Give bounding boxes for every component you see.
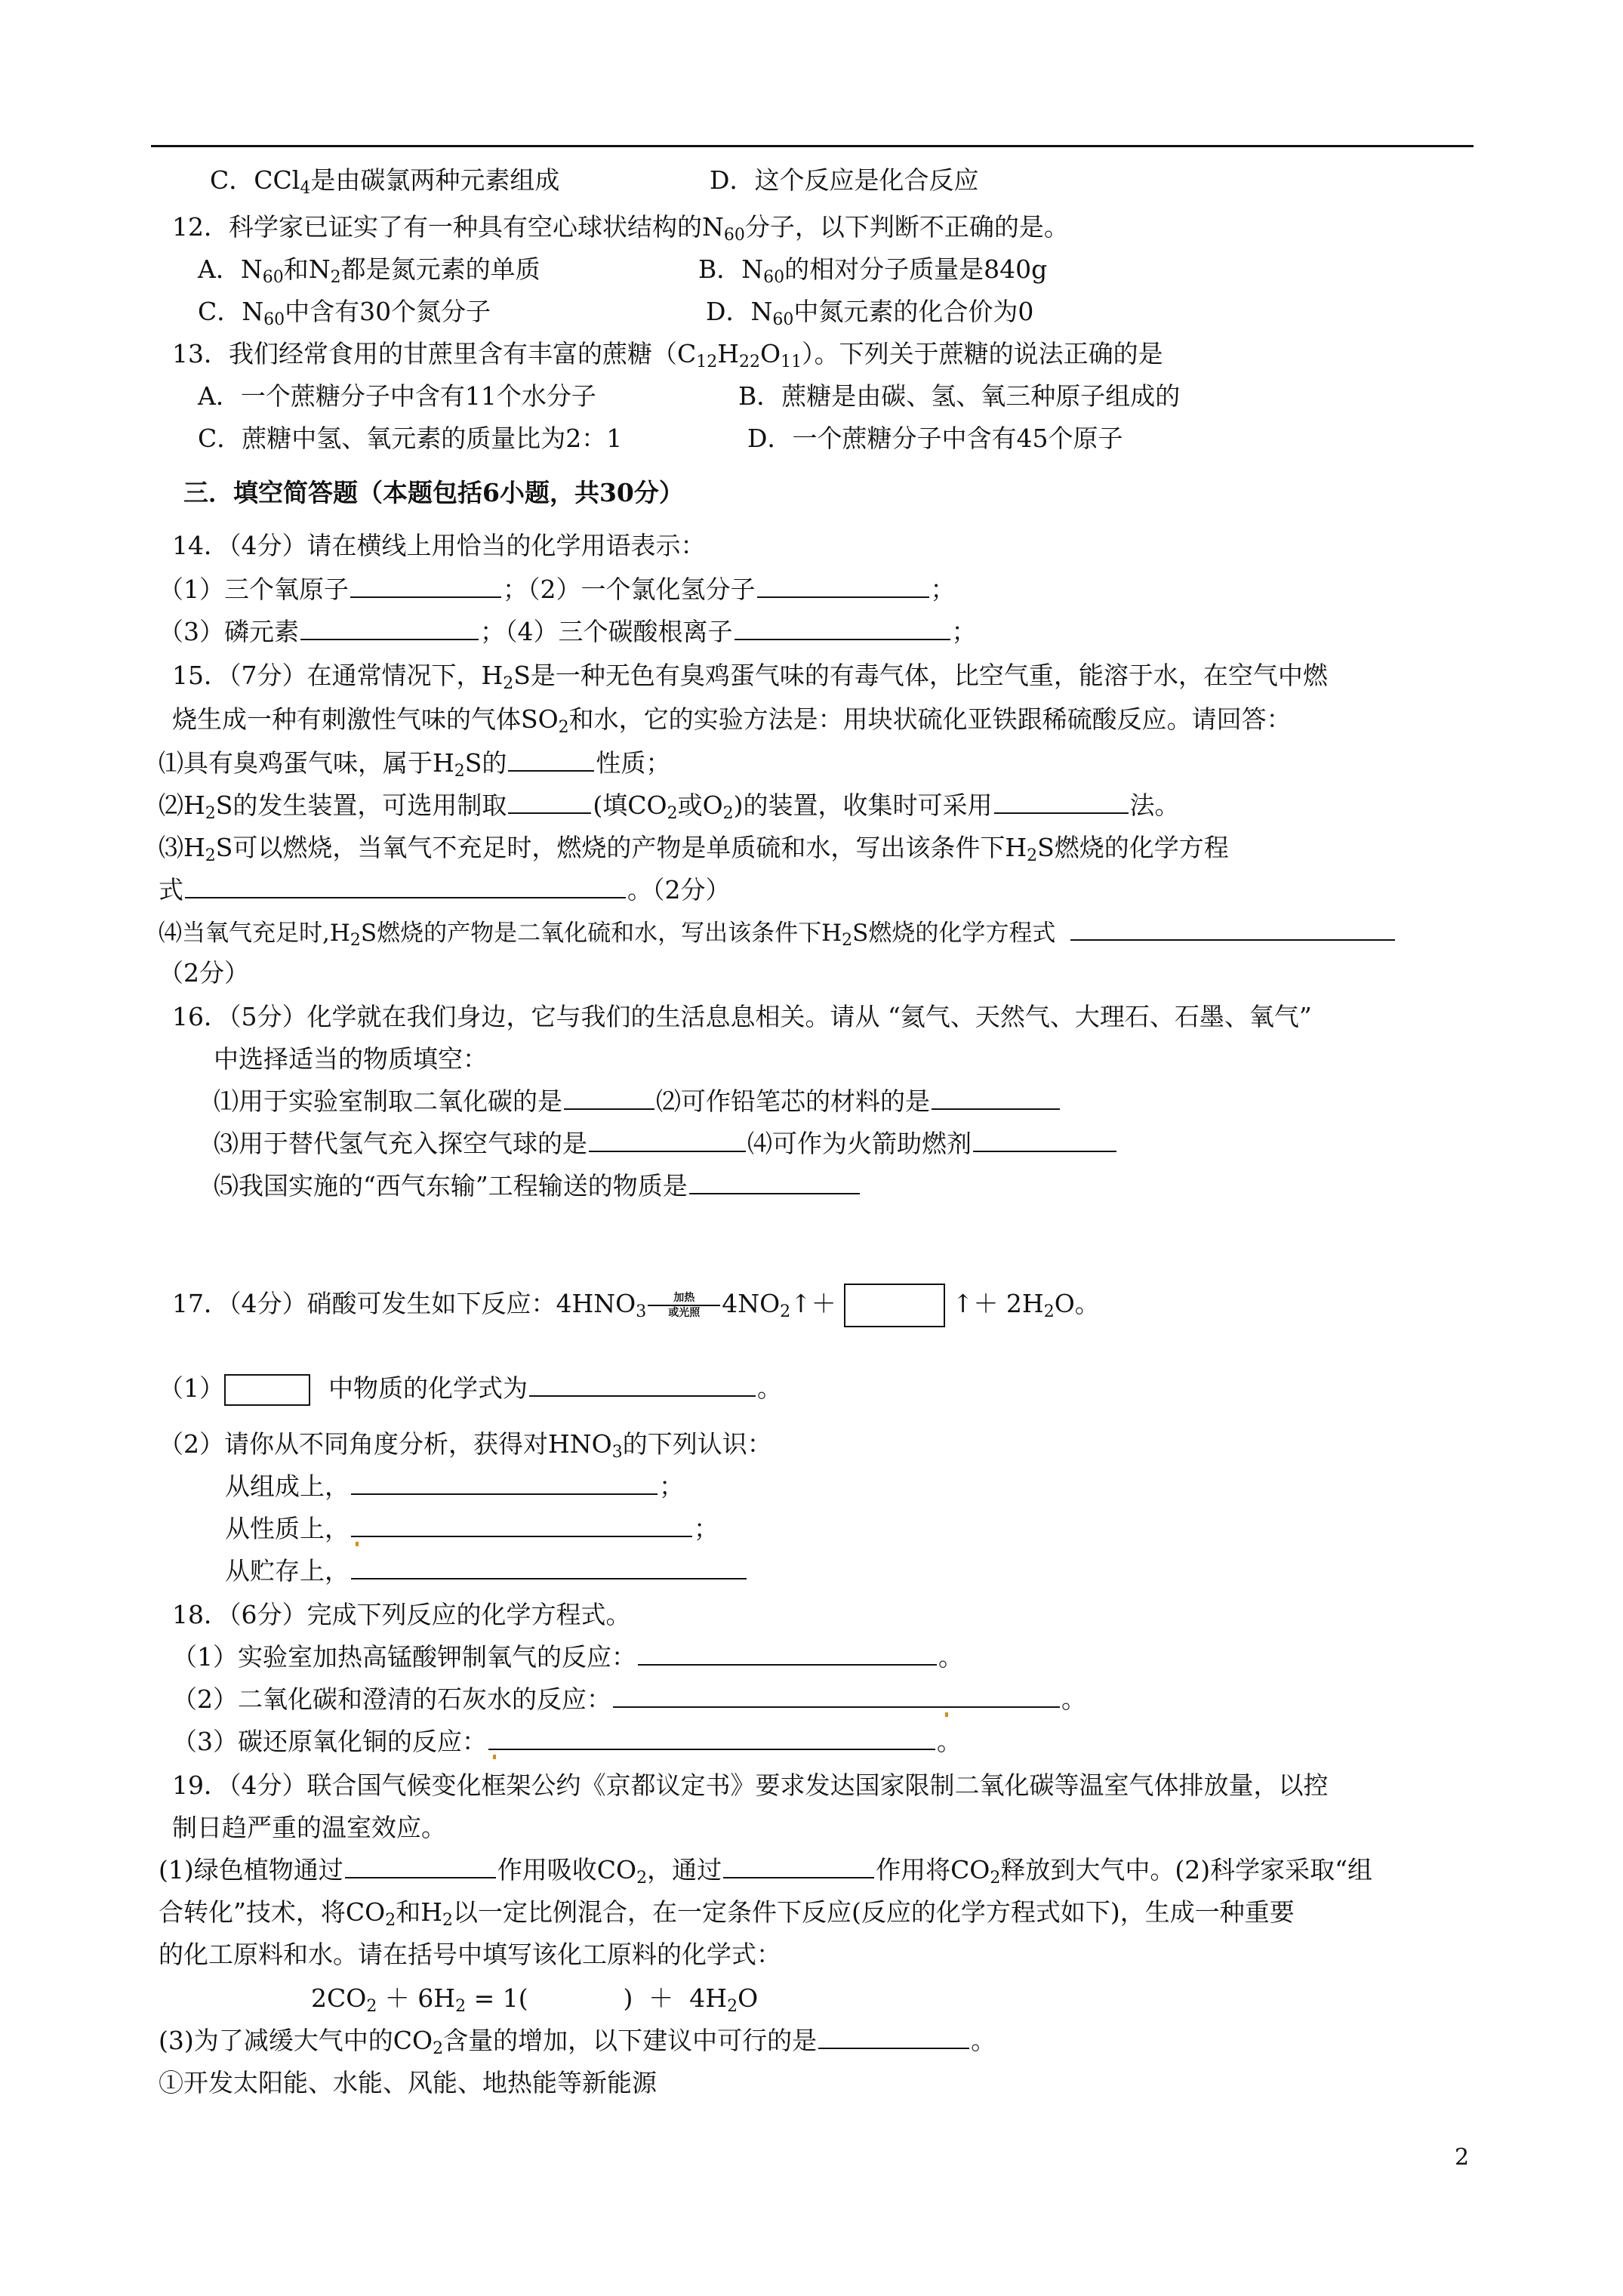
q12-option-d: D．$N_{60}$中氮元素的化合价为0 (706, 297, 1034, 329)
q17-composition: 从组成上， ； (225, 1469, 684, 1504)
q18-part-2: （2）二氧化碳和澄清的石灰水的反应： 。 (172, 1682, 1086, 1717)
q15-part-4: ⑷当氧气充足时$,H_2S$燃烧的产物是二氧化硫和水，写出该条件下$H_2S$燃烧的化学方程式 (159, 915, 1397, 951)
unknown-product-box-small (224, 1374, 310, 1406)
q15-part-1: ⑴具有臭鸡蛋气味，属于$H_2S$的 性质； (159, 746, 670, 781)
page-number: 2 (1455, 2144, 1470, 2171)
q16-stem-2: 中选择适当的物质填空： (214, 1044, 488, 1074)
section-3-heading: 三．填空简答题（本题包括6小题，共30分） (183, 478, 684, 507)
q15-part-4-score: （2分） (159, 958, 249, 988)
q17-storage: 从贮存上， (225, 1554, 748, 1589)
q13-option-a: A．一个蔗糖分子中含有11个水分子 (198, 381, 596, 411)
q14-stem: 14．（4分）请在横线上用恰当的化学用语表示： (172, 531, 706, 560)
q13-option-d: D．一个蔗糖分子中含有45个原子 (747, 424, 1123, 453)
q19-stem-2: 制日趋严重的温室效应。 (172, 1813, 446, 1842)
q19-part-2: 合转化”技术，将$CO_2$和$H_2$以一定比例混合，在一定条件下反应(反应的化学方程式如下)，生成一种重要 (159, 1897, 1295, 1930)
q15-stem-2: 烧生成一种有刺激性气味的气体$SO_2$和水，它的实验方法是：用块状硫化亚铁跟稀硫酸反应。请回答： (172, 704, 1292, 737)
q16-line-2: ⑶用于替代氢气充入探空气球的是 ⑷可作为火箭助燃剂 (214, 1126, 1118, 1161)
q17-property: 从性质上， ； (225, 1512, 719, 1546)
q15-part-3: $⑶H_2S$可以燃烧，当氧气不充足时，燃烧的产物是单质硫和水，写出该条件下$H_2S$燃烧的化学方程 (159, 833, 1229, 865)
reaction-condition: 加热 或光照 (648, 1292, 720, 1319)
q19-equation: $2CO_2 + 6H_2 = 1$( ) ＋ $4H_2O$ (311, 1983, 759, 2016)
q18-stem: 18．（6分）完成下列反应的化学方程式。 (172, 1600, 631, 1629)
q13-option-c: C．蔗糖中氢、氧元素的质量比为2：1 (198, 424, 623, 453)
q19-part-1: (1)绿色植物通过 作用吸收$CO_2$，通过 作用将$CO_2$释放到大气中。(2)科学家采取“组 (159, 1853, 1372, 1888)
q18-part-3: （3）碳还原氧化铜的反应： 。 (172, 1724, 962, 1759)
q15-part-2: $⑵H_2S$的发生装置，可选用制取 (填$CO_2$或$O_2$)的装置，收集时可采用 法。 (159, 788, 1180, 823)
unknown-product-box (844, 1284, 945, 1327)
q12-option-b: B．$N_{60}$的相对分子质量是840g (698, 254, 1048, 287)
q12-option-c: C．$N_{60}$中含有30个氮分子 (198, 297, 491, 329)
q19-part-2-continued: 的化工原料和水。请在括号中填写该化工原料的化学式： (159, 1940, 781, 1969)
q16-stem: 16．（5分）化学就在我们身边，它与我们的生活息息相关。请从 “氦气、天然气、大理石、石墨、氧气” (172, 1002, 1312, 1031)
q17-stem: 17．（4分）硝酸可发生如下反应：$4HNO_3$ 加热 或光照 $4NO_2↑+$ ↑＋ $2H_2O$。 (172, 1284, 1100, 1327)
q17-part-2: （2）请你从不同角度分析，获得对$HNO_3$的下列认识： (159, 1429, 772, 1462)
q12-stem: 12．科学家已证实了有一种具有空心球状结构的$N_{60}$分子，以下判断不正确的是。 (172, 212, 1069, 245)
q13-option-b: B．蔗糖是由碳、氢、氧三种原子组成的 (738, 381, 1181, 411)
q17-part-1: （1） 中物质的化学式为 。 (159, 1371, 782, 1406)
q19-suggestion-1: ①开发太阳能、水能、风能、地热能等新能源 (159, 2068, 657, 2097)
q19-stem-1: 19．（4分）联合国气候变化框架公约《京都议定书》要求发达国家限制二氧化碳等温室气体排放量，以控 (172, 1771, 1329, 1800)
q19-part-3: (3)为了减缓大气中的$CO_2$含量的增加，以下建议中可行的是 。 (159, 2023, 996, 2058)
q14-line-2: （3）磷元素 ；（4）三个碳酸根离子 ； (159, 615, 977, 649)
q13-stem: 13．我们经常食用的甘蔗里含有丰富的蔗糖$(C_{12}H_{22}O_{11})$。下列关于蔗糖的说法正确的是 (172, 339, 1163, 371)
q11-option-d: D．这个反应是化合反应 (710, 165, 979, 195)
q12-option-a: A．$N_{60}$和$N_2$都是氮元素的单质 (198, 254, 540, 287)
header-rule (151, 145, 1474, 147)
q15-stem-1: 15．（7分）在通常情况下，$H_2S$是一种无色有臭鸡蛋气味的有毒气体，比空气重，能溶于水，在空气中燃 (172, 661, 1328, 693)
q16-line-3: ⑸我国实施的“西气东输”工程输送的物质是 (214, 1169, 861, 1203)
q11-option-c: C．CCl$_4$是由碳氯两种元素组成 (210, 165, 560, 198)
q18-part-1: （1）实验室加热高锰酸钾制氧气的反应： 。 (172, 1640, 963, 1675)
q14-line-1: （1）三个氧原子 ；（2）一个氯化氢分子 ； (159, 572, 956, 607)
q16-line-1: ⑴用于实验室制取二氧化碳的是 ⑵可作铅笔芯的材料的是 (214, 1084, 1061, 1119)
q15-part-3-continued: 式 。（2分） (159, 873, 731, 908)
